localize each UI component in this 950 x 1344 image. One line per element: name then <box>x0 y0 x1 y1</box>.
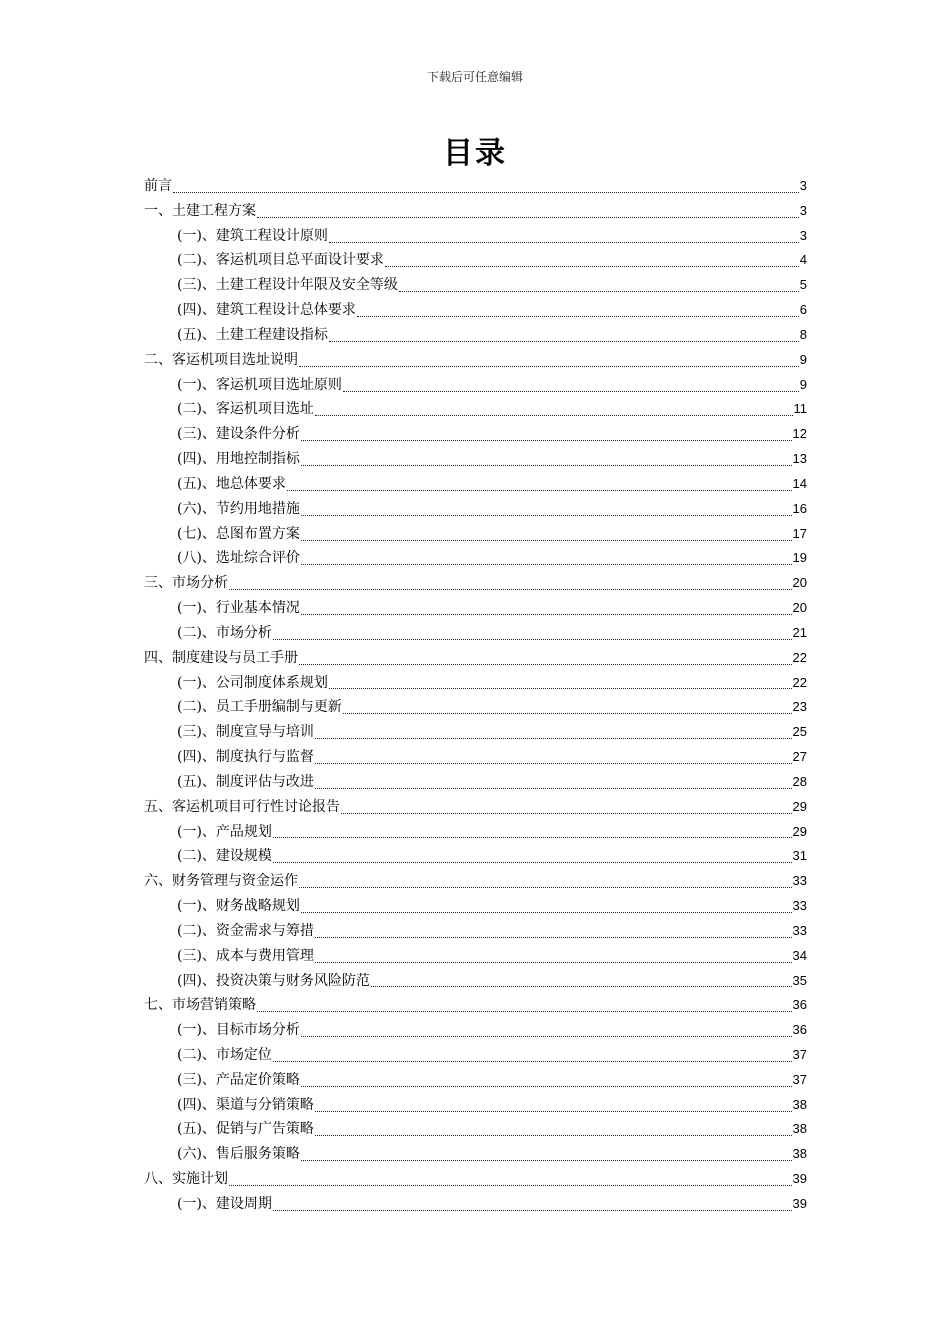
toc-entry-page-number: 34 <box>792 947 807 963</box>
toc-entry-label: (五)、促销与广告策略 <box>177 1121 314 1138</box>
toc-entry-label: (一)、公司制度体系规划 <box>177 674 328 691</box>
toc-entry-label: (一)、建筑工程设计原则 <box>177 227 328 244</box>
toc-entry-page-number: 33 <box>792 898 807 914</box>
toc-entry-label: 前言 <box>144 178 172 194</box>
dot-leader <box>329 341 799 342</box>
toc-title: 目录 <box>443 136 507 171</box>
toc-entry[interactable] <box>144 770 807 795</box>
toc-entry-page-number: 31 <box>792 848 807 864</box>
toc-entry-label: (六)、节约用地措施 <box>177 500 300 517</box>
toc-entry[interactable] <box>144 844 807 869</box>
dot-leader <box>273 1061 792 1062</box>
toc-entry[interactable] <box>144 1117 807 1142</box>
toc-entry-label: (三)、成本与费用管理 <box>177 947 314 964</box>
toc-entry[interactable] <box>144 993 807 1018</box>
toc-entry-label: 八、实施计划 <box>144 1171 228 1188</box>
toc-entry-page-number: 27 <box>792 749 807 765</box>
dot-leader <box>301 540 792 541</box>
dot-leader <box>301 614 792 615</box>
toc-entry-label: (五)、制度评估与改进 <box>177 773 314 790</box>
dot-leader <box>301 912 792 913</box>
dot-leader <box>357 316 799 317</box>
dot-leader <box>343 713 792 714</box>
toc-entry-label: 七、市场营销策略 <box>144 997 256 1014</box>
toc-entry-page-number: 33 <box>792 922 807 938</box>
toc-entry-label: (八)、选址综合评价 <box>177 550 300 567</box>
toc-entry[interactable] <box>144 373 807 398</box>
toc-entry[interactable] <box>144 969 807 994</box>
dot-leader <box>315 1111 792 1112</box>
dot-leader <box>301 465 792 466</box>
toc-entry[interactable] <box>144 546 807 571</box>
toc-entry[interactable] <box>144 298 807 323</box>
toc-entry-label: (五)、土建工程建设指标 <box>177 326 328 343</box>
toc-entry[interactable] <box>144 472 807 497</box>
toc-entry-label: (二)、市场分析 <box>177 624 272 641</box>
toc-entry-page-number: 3 <box>799 178 807 193</box>
toc-entry[interactable] <box>144 273 807 298</box>
dot-leader <box>301 1160 792 1161</box>
dot-leader <box>299 664 792 665</box>
toc-entry[interactable] <box>144 571 807 596</box>
toc-entry[interactable] <box>144 1142 807 1167</box>
toc-entry[interactable] <box>144 820 807 845</box>
toc-entry-label: (二)、市场定位 <box>177 1046 272 1063</box>
toc-entry-page-number: 3 <box>799 227 807 243</box>
dot-leader <box>371 986 792 987</box>
dot-leader <box>257 1011 792 1012</box>
toc-entry[interactable] <box>144 1018 807 1043</box>
toc-entry-page-number: 3 <box>799 202 807 218</box>
toc-entry-page-number: 33 <box>792 873 807 889</box>
toc-entry-label: (四)、投资决策与财务风险防范 <box>177 972 370 989</box>
toc-entry-label: (一)、财务战略规划 <box>177 898 300 915</box>
dot-leader <box>315 415 793 416</box>
toc-entry-label: (三)、建设条件分析 <box>177 426 300 443</box>
dot-leader <box>315 763 792 764</box>
toc-entry-page-number: 9 <box>799 351 807 367</box>
dot-leader <box>315 1135 792 1136</box>
dot-leader <box>229 1185 792 1186</box>
toc-entry[interactable] <box>144 199 807 224</box>
toc-entry-label: 六、财务管理与资金运作 <box>144 873 298 890</box>
dot-leader <box>273 862 792 863</box>
dot-leader <box>299 366 799 367</box>
toc-entry[interactable] <box>144 497 807 522</box>
toc-entry-label: (四)、制度执行与监督 <box>177 749 314 766</box>
dot-leader <box>301 440 792 441</box>
toc-entry[interactable] <box>144 745 807 770</box>
toc-entry-label: (二)、客运机项目选址 <box>177 401 314 418</box>
toc-entry-label: (二)、员工手册编制与更新 <box>177 699 342 716</box>
toc-entry-page-number: 12 <box>792 426 807 442</box>
toc-entry-label: (三)、产品定价策略 <box>177 1071 300 1088</box>
dot-leader <box>301 1086 792 1087</box>
toc-entry-page-number: 22 <box>792 649 807 665</box>
toc-entry-page-number: 16 <box>792 500 807 516</box>
toc-entry-page-number: 20 <box>792 600 807 616</box>
toc-entry[interactable] <box>144 894 807 919</box>
toc-entry[interactable] <box>144 646 807 671</box>
toc-entry[interactable] <box>144 1068 807 1093</box>
dot-leader <box>173 192 799 193</box>
toc-entry-label: (一)、产品规划 <box>177 823 272 840</box>
toc-entry-page-number: 37 <box>792 1046 807 1062</box>
dot-leader <box>315 962 792 963</box>
dot-leader <box>315 937 792 938</box>
dot-leader <box>301 1036 792 1037</box>
toc-entry-label: (六)、售后服务策略 <box>177 1146 300 1163</box>
dot-leader <box>257 217 799 218</box>
dot-leader <box>273 1210 792 1211</box>
toc-entry-label: (三)、制度宣导与培训 <box>177 724 314 741</box>
toc-entry-page-number: 13 <box>792 451 807 467</box>
dot-leader <box>343 391 799 392</box>
toc-entry[interactable] <box>144 795 807 820</box>
toc-entry-page-number: 39 <box>792 1171 807 1187</box>
toc-entry-label: (七)、总图布置方案 <box>177 525 300 542</box>
toc-entry[interactable] <box>144 174 807 199</box>
toc-entry-label: (二)、客运机项目总平面设计要求 <box>177 252 384 269</box>
dot-leader <box>301 564 792 565</box>
toc-entry-label: (一)、建设周期 <box>177 1195 272 1212</box>
toc-entry-label: (一)、目标市场分析 <box>177 1022 300 1039</box>
toc-entry-page-number: 35 <box>792 972 807 988</box>
toc-entry-page-number: 36 <box>792 1022 807 1038</box>
toc-entry-page-number: 20 <box>792 575 807 591</box>
toc-entry-label: (四)、用地控制指标 <box>177 451 300 468</box>
dot-leader <box>299 887 792 888</box>
toc-entry-page-number: 23 <box>792 699 807 715</box>
toc-entry-page-number: 28 <box>792 773 807 789</box>
toc-entry-label: (三)、土建工程设计年限及安全等级 <box>177 277 398 294</box>
dot-leader <box>329 688 792 689</box>
toc-entry-page-number: 19 <box>792 550 807 566</box>
toc-entry[interactable] <box>144 422 807 447</box>
toc-entry-page-number: 14 <box>792 475 807 491</box>
toc-entry[interactable] <box>144 919 807 944</box>
dot-leader <box>385 266 799 267</box>
toc-entry-page-number: 21 <box>792 624 807 640</box>
toc-entry-page-number: 8 <box>799 326 807 342</box>
dot-leader <box>287 490 792 491</box>
dot-leader <box>315 788 792 789</box>
toc-entry-label: (一)、行业基本情况 <box>177 600 300 617</box>
toc-entry-label: (四)、渠道与分销策略 <box>177 1096 314 1113</box>
toc-entry-page-number: 29 <box>792 823 807 839</box>
toc-entry-page-number: 36 <box>792 997 807 1013</box>
toc-entry-page-number: 39 <box>792 1195 807 1211</box>
dot-leader <box>341 813 792 814</box>
toc-entry-label: (二)、建设规模 <box>177 848 272 865</box>
toc-entry[interactable] <box>144 671 807 696</box>
toc-entry-label: (四)、建筑工程设计总体要求 <box>177 302 356 319</box>
toc-entry[interactable] <box>144 1043 807 1068</box>
toc-entry[interactable] <box>144 348 807 373</box>
toc-entry[interactable] <box>144 720 807 745</box>
toc-entry-label: (二)、资金需求与筹措 <box>177 922 314 939</box>
toc-entry-label: 一、土建工程方案 <box>144 202 256 219</box>
toc-entry-page-number: 38 <box>792 1096 807 1112</box>
toc-entry[interactable] <box>144 695 807 720</box>
toc-entry-page-number: 38 <box>792 1146 807 1162</box>
toc-entry-label: 二、客运机项目选址说明 <box>144 351 298 368</box>
toc-entry-page-number: 9 <box>799 376 807 392</box>
toc-entry-page-number: 11 <box>793 401 807 417</box>
toc-entry-page-number: 25 <box>792 724 807 740</box>
dot-leader <box>399 291 799 292</box>
dot-leader <box>315 738 792 739</box>
toc-entry[interactable] <box>144 522 807 547</box>
toc-entry-page-number: 29 <box>792 798 807 814</box>
dot-leader <box>301 515 792 516</box>
toc-entry[interactable] <box>144 596 807 621</box>
toc-entry[interactable] <box>144 323 807 348</box>
toc-entry-label: 四、制度建设与员工手册 <box>144 649 298 666</box>
dot-leader <box>273 837 792 838</box>
toc-entry[interactable] <box>144 944 807 969</box>
toc-entry[interactable] <box>144 224 807 249</box>
toc-entry[interactable] <box>144 248 807 273</box>
toc-entry-page-number: 4 <box>799 252 807 268</box>
toc-entry[interactable] <box>144 1093 807 1118</box>
toc-entry-label: (五)、地总体要求 <box>177 475 286 492</box>
table-of-contents <box>144 174 807 1217</box>
toc-entry-page-number: 22 <box>792 674 807 690</box>
toc-entry-page-number: 37 <box>792 1071 807 1087</box>
dot-leader <box>329 242 799 243</box>
toc-entry-page-number: 6 <box>799 302 807 318</box>
dot-leader <box>273 639 792 640</box>
toc-entry[interactable] <box>144 397 807 422</box>
dot-leader <box>229 589 792 590</box>
toc-entry[interactable] <box>144 447 807 472</box>
page-header: 下载后可任意编辑 <box>426 70 523 84</box>
toc-entry[interactable] <box>144 621 807 646</box>
toc-entry[interactable] <box>144 1167 807 1192</box>
toc-entry-label: 五、客运机项目可行性讨论报告 <box>144 798 340 815</box>
toc-entry[interactable] <box>144 869 807 894</box>
toc-entry-page-number: 17 <box>792 525 807 541</box>
toc-entry-page-number: 38 <box>792 1121 807 1137</box>
toc-entry-label: (一)、客运机项目选址原则 <box>177 376 342 393</box>
toc-entry[interactable] <box>144 1192 807 1217</box>
toc-entry-page-number: 5 <box>799 277 807 293</box>
toc-entry-label: 三、市场分析 <box>144 575 228 592</box>
